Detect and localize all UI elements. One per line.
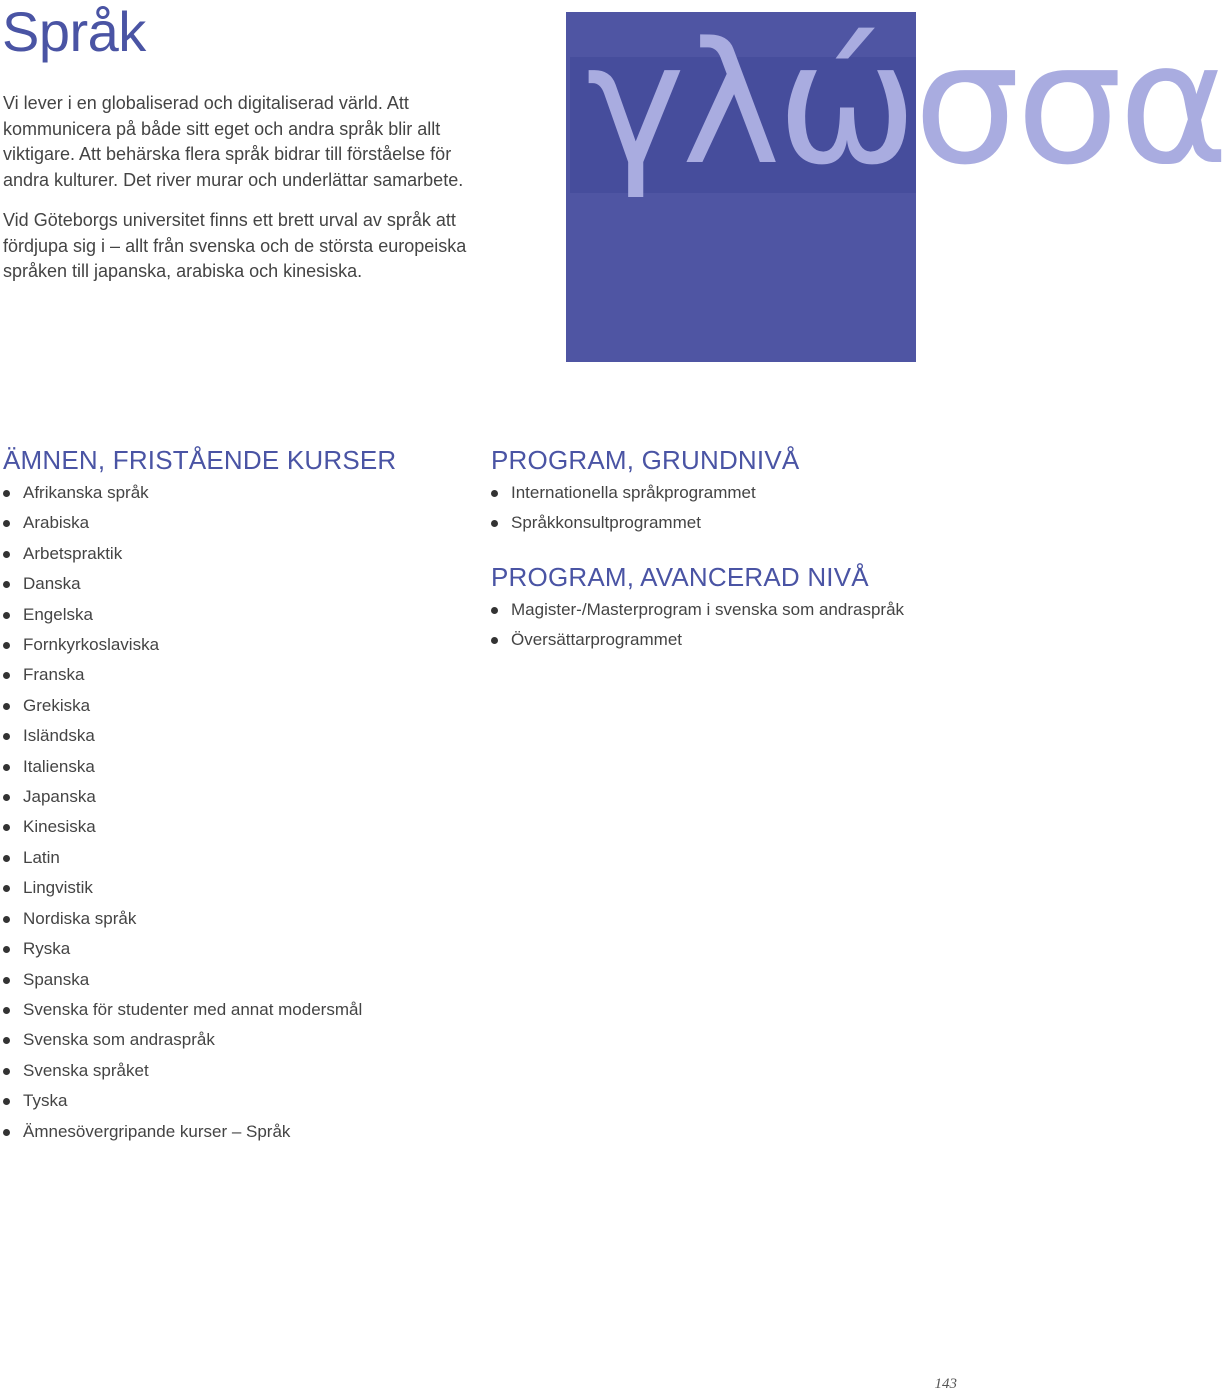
subject-list-item: Svenska språket [3, 1056, 463, 1086]
subject-list-item: Danska [3, 569, 463, 599]
hero-greek-word: γλώσσα [586, 6, 1225, 202]
subject-list-item: Franska [3, 660, 463, 690]
subject-list-item: Arabiska [3, 508, 463, 538]
subject-list-item: Ämnesövergripande kurser – Språk [3, 1117, 463, 1147]
subject-list-item: Grekiska [3, 691, 463, 721]
subject-list-item: Ryska [3, 934, 463, 964]
subject-list-item: Fornkyrkoslaviska [3, 630, 463, 660]
programs-advanced-list [491, 595, 931, 656]
intro-paragraph-2: Vid Göteborgs universitet finns ett brett urval av språk att fördjupa sig i – allt från svenska och de största europeiska språken till japanska, arabiska och kinesiska. [3, 210, 467, 281]
programs-basic-heading: PROGRAM, GRUNDNIVÅ [491, 445, 800, 475]
program-basic-list-item: Internationella språkprogrammet [491, 478, 931, 508]
programs-section [491, 445, 931, 656]
subjects-heading: ÄMNEN, FRISTÅENDE KURSER [3, 445, 397, 475]
subject-list-item: Spanska [3, 965, 463, 995]
intro-paragraph-1: Vi lever i en globaliserad och digitaliserad värld. Att kommunicera på både sitt eget och andra språk blir allt viktigare. Att behärska flera språk bidrar till förståelse för andra kulturer. Det river murar och underlättar samarbete. [3, 93, 464, 190]
subject-list-item: Lingvistik [3, 873, 463, 903]
program-basic-list-item: Språkkonsultprogrammet [491, 508, 931, 538]
subject-list-item: Italienska [3, 752, 463, 782]
page-title: Språk [2, 0, 146, 63]
subject-list-item: Engelska [3, 600, 463, 630]
subjects-section [3, 445, 463, 1147]
subject-list-item: Svenska som andraspråk [3, 1025, 463, 1055]
subject-list-item: Afrikanska språk [3, 478, 463, 508]
program-advanced-list-item: Magister-/Masterprogram i svenska som andraspråk [491, 595, 931, 625]
program-advanced-list-item: Översättarprogrammet [491, 625, 931, 655]
subject-list-item: Isländska [3, 721, 463, 751]
subjects-list [3, 478, 463, 1147]
subject-list-item: Latin [3, 843, 463, 873]
subject-list-item: Svenska för studenter med annat modersmål [3, 995, 463, 1025]
intro-text [3, 91, 473, 300]
subject-list-item: Kinesiska [3, 812, 463, 842]
subject-list-item: Tyska [3, 1086, 463, 1116]
programs-advanced-heading: PROGRAM, AVANCERAD NIVÅ [491, 561, 869, 592]
subject-list-item: Arbetspraktik [3, 539, 463, 569]
programs-basic-list [491, 478, 931, 539]
subject-list-item: Japanska [3, 782, 463, 812]
page-number: 143 [934, 1376, 957, 1392]
hero-image [566, 6, 1225, 362]
subject-list-item: Nordiska språk [3, 904, 463, 934]
